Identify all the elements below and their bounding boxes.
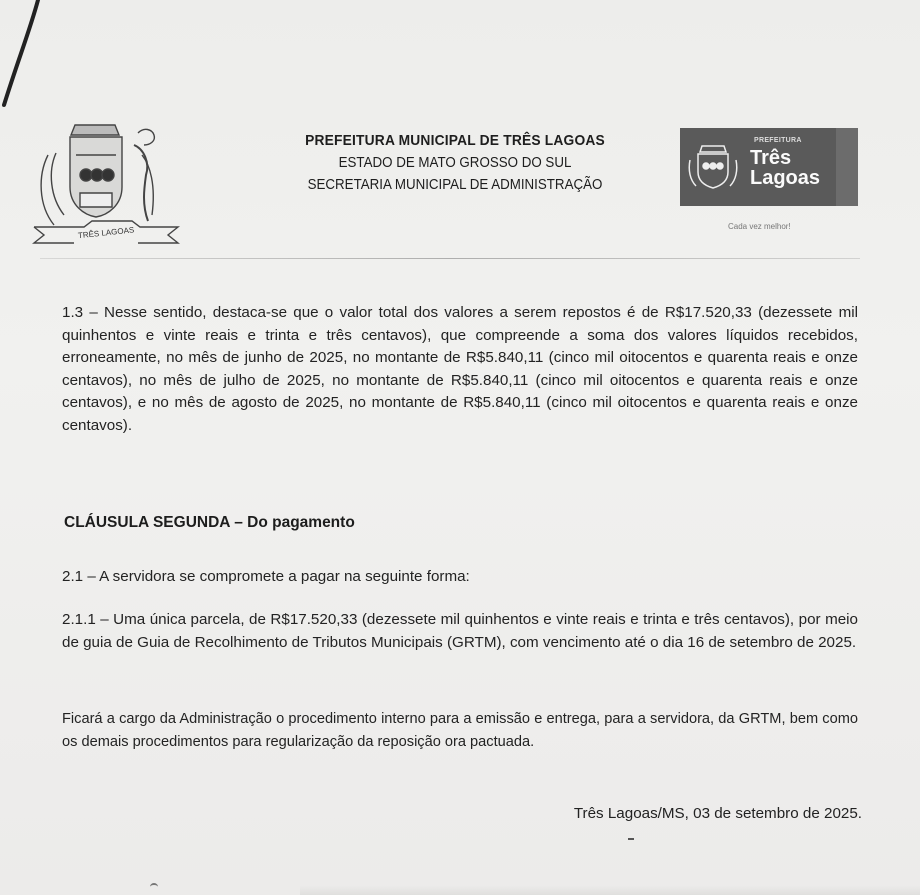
letterhead (230, 132, 680, 193)
city-emblem-icon (688, 140, 738, 192)
paragraph-1-3: 1.3 – Nesse sentido, destaca-se que o valor total dos valores a serem repostos é de R$17.520,33 (dezessete mil quinhentos e vinte reais e trinta e três centavos), que compreende a soma dos valores líquidos recebidos, erroneamente, no mês de junho de 2025, no montante de R$5.840,11 (cinco mil oitocentos e quarenta reais e onze centavos), no mês de julho de 2025, no montante de R$5.840,11 (cinco mil oitocentos e quarenta reais e onze centavos), e no mês de agosto de 2025, no montante de R$5.840,11 (cinco mil oitocentos e quarenta reais e onze centavos). (62, 304, 858, 434)
letterhead-line-3: SECRETARIA MUNICIPAL DE ADMINISTRAÇÃO (307, 177, 603, 193)
letterhead-line-2: ESTADO DE MATO GROSSO DO SUL (338, 155, 572, 171)
coat-of-arms-banner-text: TRÊS LAGOAS (77, 225, 135, 241)
page-shadow (300, 885, 920, 895)
logo-prefeitura-text: PREFEITURA (754, 137, 802, 144)
clause-two-heading: CLÁUSULA SEGUNDA – Do pagamento (64, 514, 355, 531)
header-divider (40, 258, 860, 259)
paragraph-administration: Ficará a cargo da Administração o procedimento interno para a emissão e entrega, para a servidora, da GRTM, bem como os demais procedimentos para regularização da reposição ora pactuada. (62, 711, 858, 750)
coat-of-arms-emblem (30, 115, 185, 245)
logo-city-line-2: Lagoas (750, 167, 821, 189)
logo-city-line-1: Três (750, 147, 792, 169)
logo-slogan: Cada vez melhor! (728, 222, 791, 231)
pen-stroke-mark (0, 0, 60, 110)
place-and-date: Três Lagoas/MS, 03 de setembro de 2025. (573, 805, 862, 822)
logo-city-name (750, 148, 820, 188)
letterhead-line-1: PREFEITURA MUNICIPAL DE TRÊS LAGOAS (305, 132, 605, 149)
paragraph-2-1-1: 2.1.1 – Uma única parcela, de R$17.520,33 (dezessete mil quinhentos e vinte reais e trinta e três centavos), por meio de guia de Guia de Recolhimento de Tributos Municipais (GRTM), com vencimento até o dia 16 de setembro de 2025. (62, 611, 858, 651)
ink-mark (150, 883, 158, 891)
pen-mark (628, 838, 634, 840)
city-logo (680, 128, 858, 206)
paragraph-2-1: 2.1 – A servidora se compromete a pagar na seguinte forma: (62, 568, 470, 585)
logo-stripe (836, 128, 858, 206)
